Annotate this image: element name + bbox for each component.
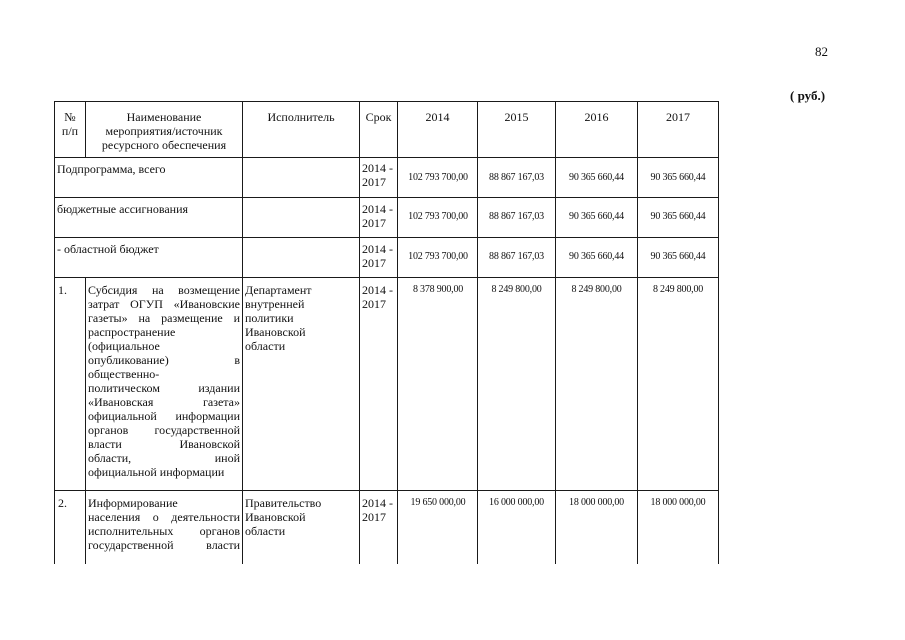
unit-note: ( руб.) <box>790 88 826 103</box>
header-num-line: п/п <box>61 124 79 138</box>
summary-value-2015: 88 867 167,03 <box>489 172 544 183</box>
item-number: 1. <box>58 283 67 297</box>
period-line: 2014 - <box>362 161 393 175</box>
header-2015: 2015 <box>504 110 529 124</box>
executor-line: Ивановской <box>245 325 306 339</box>
period-line: 2017 <box>362 175 386 189</box>
header-executor: Исполнитель <box>267 110 335 124</box>
item-value-2017: 8 249 800,00 <box>652 284 704 295</box>
executor-line: Ивановской <box>245 510 306 524</box>
item-value-2016: 8 249 800,00 <box>571 284 622 295</box>
summary-value-2017: 90 365 660,44 <box>650 172 706 183</box>
item-name-line: официальной информации <box>88 409 240 423</box>
item-name-line: затрат ОГУП «Ивановские <box>88 297 240 311</box>
col-line-right <box>718 101 719 564</box>
col-line-left <box>54 101 55 564</box>
executor-line: области <box>245 339 286 353</box>
item-number: 2. <box>58 496 67 510</box>
item-value-2016: 18 000 000,00 <box>569 497 624 508</box>
period-line: 2014 - <box>362 283 393 297</box>
header-num <box>55 110 85 138</box>
col-line-2014 <box>477 101 478 564</box>
col-line-num-items <box>85 277 86 564</box>
col-line-period <box>397 101 398 564</box>
item-name-line: Субсидия на возмещение <box>88 283 240 297</box>
header-period-label: Срок <box>365 110 392 124</box>
item-name <box>88 496 240 552</box>
col-line-name <box>242 101 243 564</box>
header-num-line: № <box>64 110 76 124</box>
summary-value-2014: 102 793 700,00 <box>408 211 468 222</box>
item-period <box>362 283 397 311</box>
item-executor <box>245 496 357 538</box>
item-name-line: населения о деятельности <box>88 510 240 524</box>
summary-value-2014: 102 793 700,00 <box>408 251 468 262</box>
executor-line: внутренней <box>245 297 305 311</box>
header-2017: 2017 <box>666 110 690 124</box>
summary-value-2016: 90 365 660,44 <box>569 211 624 222</box>
period-line: 2014 - <box>362 242 393 256</box>
summary-label: бюджетные ассигнования <box>57 202 189 216</box>
item-name-line: опубликование) в <box>88 353 240 367</box>
item-name-line: органов государственной <box>88 423 240 437</box>
summary-label: - областной бюджет <box>57 242 159 256</box>
executor-line: Правительство <box>245 496 322 510</box>
executor-line: политики <box>245 311 294 325</box>
period-line: 2014 - <box>362 496 393 510</box>
header-name-line: мероприятия/источник <box>105 124 223 138</box>
summary-period <box>362 161 397 189</box>
header-2016: 2016 <box>584 110 609 124</box>
item-name-line: власти Ивановской <box>88 437 240 451</box>
item-name-line: газеты» на размещение и <box>88 311 240 325</box>
item-executor <box>245 283 357 353</box>
item-name-line: исполнительных органов <box>88 524 240 538</box>
item-name <box>88 283 240 479</box>
summary-value-2015: 88 867 167,03 <box>489 211 544 222</box>
col-line-2015 <box>555 101 556 564</box>
summary-label: Подпрограмма, всего <box>57 162 166 176</box>
rule-top <box>54 101 719 102</box>
header-name-line: ресурсного обеспечения <box>101 138 227 152</box>
header-name <box>86 110 242 152</box>
page-number: 82 <box>815 44 828 59</box>
item-name-line: области, иной <box>88 451 240 465</box>
rule-header-bottom <box>54 157 719 158</box>
period-line: 2017 <box>362 510 386 524</box>
summary-value-2015: 88 867 167,03 <box>489 251 544 262</box>
executor-line: области <box>245 524 286 538</box>
item-name-line: официальной информации <box>88 465 225 479</box>
item-name-line: Информирование <box>88 496 178 510</box>
rule-item1-bottom <box>54 490 719 491</box>
header-name-line: Наименование <box>126 110 202 124</box>
period-line: 2014 - <box>362 202 393 216</box>
item-value-2017: 18 000 000,00 <box>650 497 706 508</box>
item-value-2015: 16 000 000,00 <box>489 497 544 508</box>
rule-row3-bottom <box>54 277 719 278</box>
item-name-line: политическом издании <box>88 381 240 395</box>
executor-line: Департамент <box>245 283 312 297</box>
item-name-line: распространение <box>88 325 176 339</box>
summary-value-2016: 90 365 660,44 <box>569 251 624 262</box>
rule-row2-bottom <box>54 237 719 238</box>
summary-value-2016: 90 365 660,44 <box>569 172 624 183</box>
header-2014: 2014 <box>425 110 450 124</box>
item-name-line: «Ивановская газета» <box>88 395 240 409</box>
rule-row1-bottom <box>54 197 719 198</box>
summary-period <box>362 242 397 270</box>
item-name-line: (официальное <box>88 339 160 353</box>
summary-value-2014: 102 793 700,00 <box>408 172 468 183</box>
col-line-executor <box>359 101 360 564</box>
item-value-2014: 8 378 900,00 <box>412 284 464 295</box>
summary-period <box>362 202 397 230</box>
summary-value-2017: 90 365 660,44 <box>650 211 706 222</box>
period-line: 2017 <box>362 256 386 270</box>
period-line: 2017 <box>362 216 386 230</box>
item-period <box>362 496 397 524</box>
item-name-line: общественно- <box>88 367 160 381</box>
item-value-2015: 8 249 800,00 <box>491 284 542 295</box>
col-line-2016 <box>637 101 638 564</box>
item-value-2014: 19 650 000,00 <box>410 497 466 508</box>
item-name-line: государственной власти <box>88 538 240 552</box>
period-line: 2017 <box>362 297 386 311</box>
summary-value-2017: 90 365 660,44 <box>650 251 706 262</box>
